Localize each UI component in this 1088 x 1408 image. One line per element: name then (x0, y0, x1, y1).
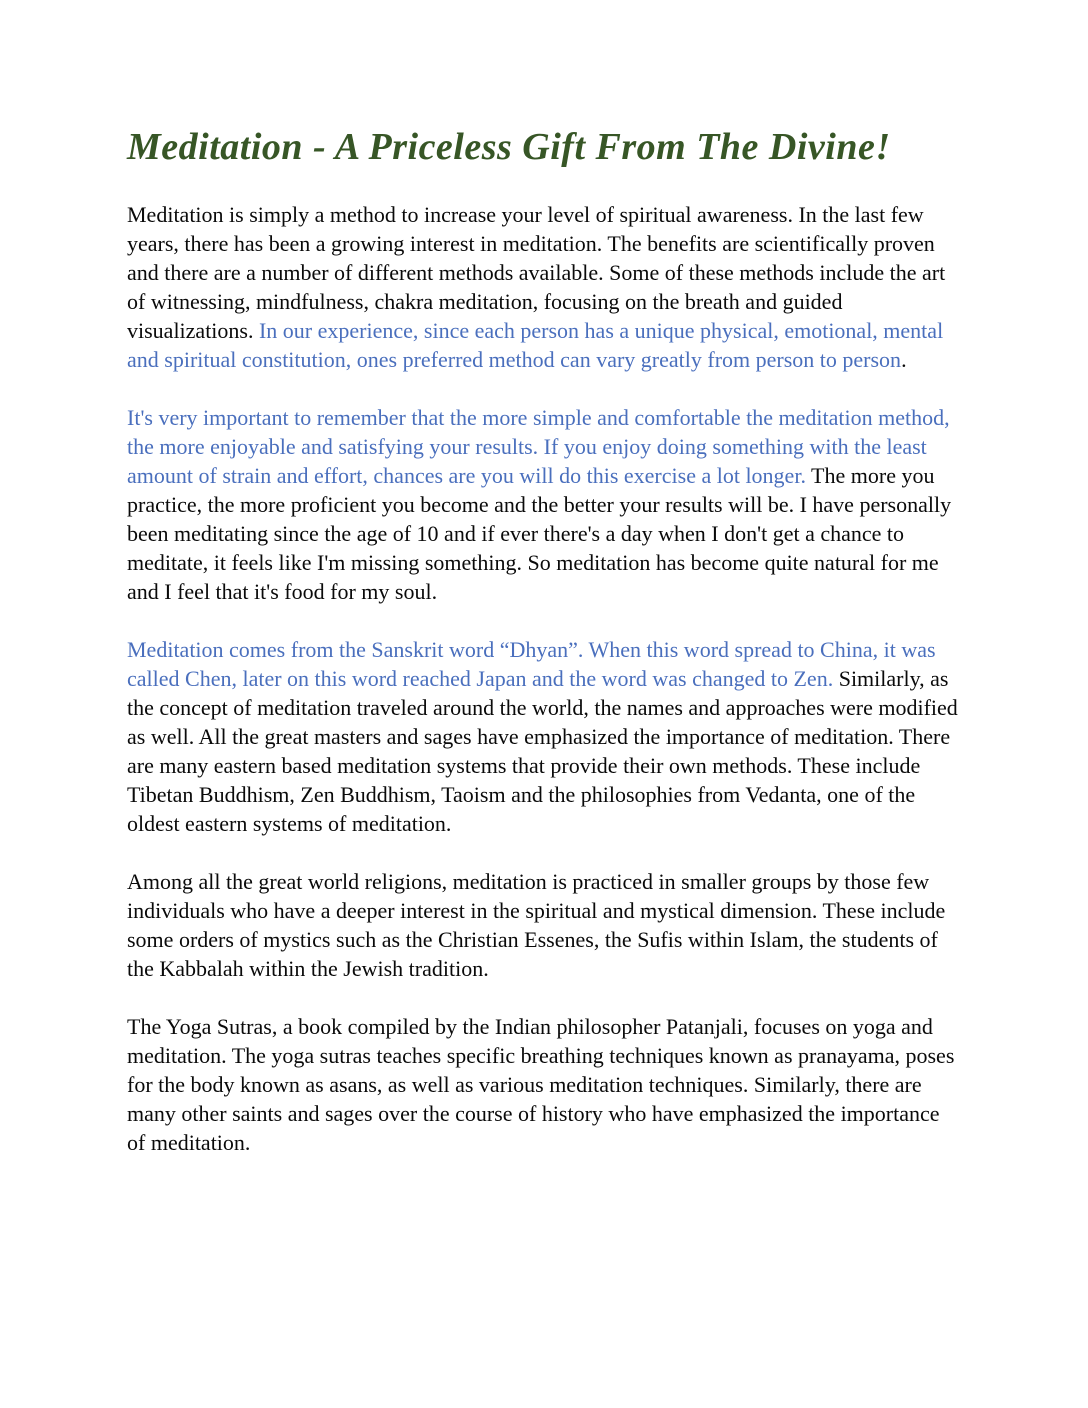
paragraph (127, 403, 963, 606)
text-segment-black: Similarly, as the concept of meditation traveled around the world, the names and approaches were modified as well. All the great masters and sages have emphasized the importance of meditation. There are many eastern based meditation systems that provide their own methods. These include Tibetan Buddhism, Zen Buddhism, Taoism and the philosophies from Vedanta, one of the oldest eastern systems of meditation. (127, 665, 958, 836)
text-segment-black: The more you practice, the more proficient you become and the better your results will be. I have personally been meditating since the age of 10 and if ever there's a day when I don't get a chance to meditate, it feels like I'm missing something. So meditation has become quite natural for me and I feel that it's food for my soul. (127, 462, 952, 604)
page-title: Meditation - A Priceless Gift From The Divine! (127, 126, 891, 168)
paragraph (127, 867, 963, 983)
text-segment-black: Meditation is simply a method to increase your level of spiritual awareness. In the last few years, there has been a growing interest in meditation. The benefits are scientifically proven and there are a number of different methods available. Some of these methods include the art of witnessing, mindfulness, chakra meditation, focusing on the breath and guided visualizations. (127, 201, 946, 343)
text-segment-blue: It's very important to remember that the more simple and comfortable the meditation method, the more enjoyable and satisfying your results. If you enjoy doing something with the least amount of strain and effort, chances are you will do this exercise a lot longer. (127, 404, 950, 488)
text-segment-blue: Meditation comes from the Sanskrit word “Dhyan”. When this word spread to China, it was called Chen, later on this word reached Japan and the word was changed to Zen. (127, 636, 936, 691)
document-body (127, 200, 963, 1157)
text-segment-blue: In our experience, since each person has a unique physical, emotional, mental and spiritual constitution, ones preferred method can vary greatly from person to person (127, 317, 944, 372)
text-segment-black: Among all the great world religions, meditation is practiced in smaller groups by those few individuals who have a deeper interest in the spiritual and mystical dimension. These include some orders of mystics such as the Christian Essenes, the Sufis within Islam, the students of the Kabbalah within the Jewish tradition. (127, 868, 946, 981)
text-segment-black: . (901, 346, 907, 372)
paragraph (127, 635, 963, 838)
text-segment-black: The Yoga Sutras, a book compiled by the Indian philosopher Patanjali, focuses on yoga and meditation. The yoga sutras teaches specific breathing techniques known as pranayama, poses for the body known as asans, as well as various meditation techniques. Similarly, there are many other saints and sages over the course of history who have emphasized the importance of meditation. (127, 1013, 955, 1155)
paragraph (127, 1012, 963, 1157)
paragraph (127, 200, 963, 374)
